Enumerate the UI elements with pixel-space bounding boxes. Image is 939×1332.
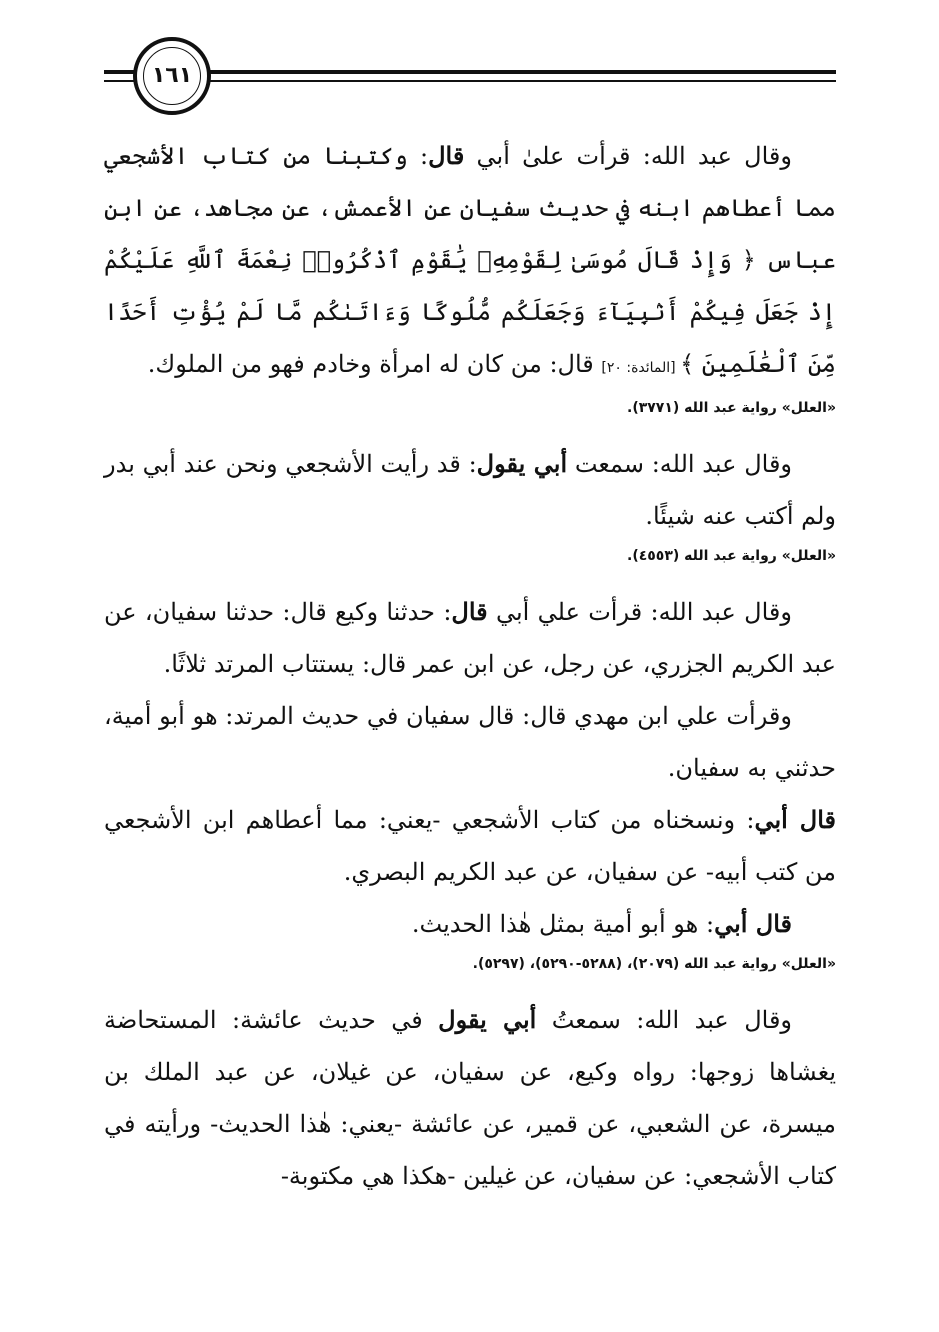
bold-phrase: قال أبي (714, 909, 792, 938)
surah-reference: [المائدة: ٢٠] (601, 360, 681, 376)
text-paragraph (104, 898, 836, 950)
source-reference: «العلل» رواية عبد الله (٢٠٧٩)، (٥٢٨٨-٥٢٩٠)، (٥٢٩٧). (472, 956, 836, 972)
text-run: في حديث عائشة: المستحاضة يغشاها زوجها: رواه وكيع، عن سفيان، عن غيلان، عن عبد الملك بن ميسرة، عن الشعبي، عن قمير، عن عائشة -يعني: هٰذا الحديث- ورأيته في كتاب الأشجعي: عن سفيان، عن غيلين -هكذا هي مكتوبة- (104, 1006, 836, 1190)
text-run: : هو أبو أمية بمثل هٰذا الحديث. (411, 910, 715, 938)
text-run: : وكتبنا من كتاب الأشجعي مما أعطاهم ابنه في حديث سفيان عن الأعمش، عن مجاهد، عن ابن عباس (104, 142, 836, 274)
page-header (0, 0, 939, 130)
page-number-badge (133, 37, 211, 115)
bold-phrase: قال (451, 597, 488, 626)
text-paragraph (104, 794, 836, 898)
text-run: وقال عبد الله: سمعت (567, 450, 793, 478)
bold-phrase: قال أبي (754, 805, 836, 834)
bold-phrase: أبي يقول (476, 449, 568, 478)
text-paragraph (104, 994, 836, 1202)
header-rule-right (205, 70, 836, 74)
text-run: وقرأت علي ابن مهدي قال: قال سفيان في حديث المرتد: هو أبو أمية، حدثني به سفيان. (104, 702, 836, 782)
text-run: وقال عبد الله: سمعتُ (536, 1006, 793, 1034)
text-run: : ونسخناه من كتاب الأشجعي -يعني: مما أعطاهم ابن الأشجعي من كتب أبيه- عن سفيان، عن عبد الكريم البصري. (104, 806, 836, 886)
text-run: وقال عبد الله: قرأت علي أبي (487, 598, 792, 626)
text-paragraph (104, 690, 836, 794)
text-paragraph (104, 586, 836, 690)
text-run: وقال عبد الله: قرأت علىٰ أبي (464, 142, 792, 170)
quran-verse: ﴿ وَإِذْ قَالَ مُوسَىٰ لِقَوْمِهِۦ يَٰقَوْمِ ٱذْكُرُوا۟ نِعْمَةَ ٱللَّهِ عَلَيْكُمْ إِذْ جَعَلَ فِيكُمْ أَنۢبِيَآءَ وَجَعَلَكُم مُّلُوكًا وَءَاتَىٰكُم مَّا لَمْ يُؤْتِ أَحَدًا مِّنَ ٱلْعَٰلَمِينَ ﴾ (104, 246, 836, 378)
source-reference: «العلل» رواية عبد الله (٤٥٥٣). (627, 548, 836, 564)
bold-phrase: قال (428, 141, 465, 170)
text-run: : قد رأيت الأشجعي ونحن عند أبي بدر ولم أكتب عنه شيئًا. (104, 450, 836, 530)
text-run: قال: من كان له امرأة وخادم فهو من الملوك. (147, 350, 602, 378)
text-paragraph (104, 438, 836, 542)
text-paragraph (104, 130, 836, 394)
source-reference: «العلل» رواية عبد الله (٣٧٧١). (627, 400, 836, 416)
bold-phrase: أبي يقول (438, 1005, 537, 1034)
header-rule-right-thin (205, 80, 836, 82)
page-body (104, 130, 836, 1202)
page-number: ١٦١ (151, 63, 193, 88)
text-run: : حدثنا وكيع قال: حدثنا سفيان، عن عبد الكريم الجزري، عن رجل، عن ابن عمر قال: يستتاب المرتد ثلاثًا. (104, 598, 836, 678)
